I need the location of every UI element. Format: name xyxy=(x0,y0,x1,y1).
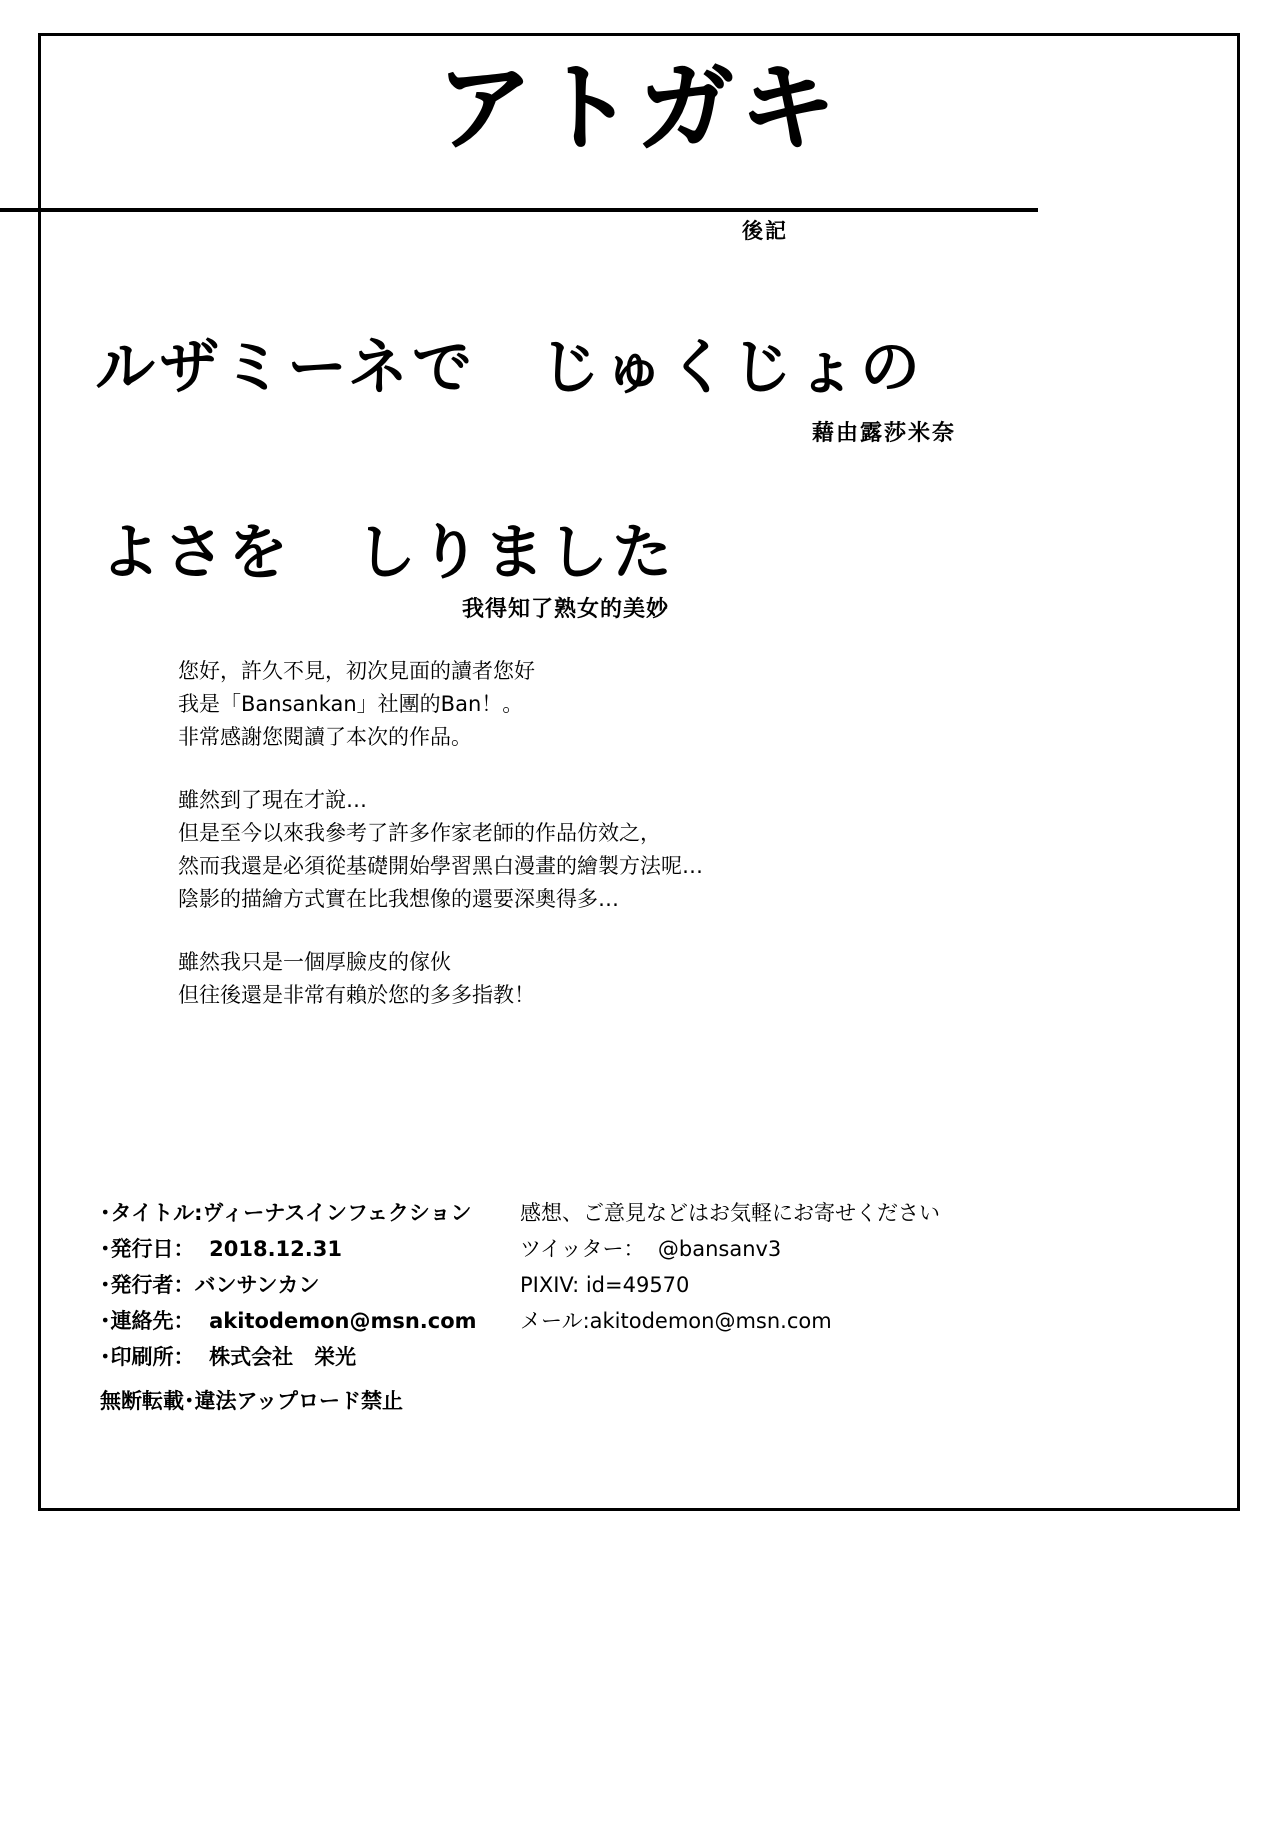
subtitle-line-2: よさを しりました xyxy=(100,518,676,588)
title-reading: 後記 xyxy=(742,219,788,243)
paragraph-line: 但往後還是非常有賴於您的多多指教！ xyxy=(178,983,535,1007)
colophon-row-publisher: ･発行者：バンサンカン xyxy=(100,1273,320,1297)
paragraph-line: 非常感謝您閱讀了本次的作品。 xyxy=(178,725,472,749)
colophon-row-contact: ･連絡先： akitodemon@msn.com xyxy=(100,1309,477,1333)
paragraph-line: 但是至今以來我參考了許多作家老師的作品仿效之， xyxy=(178,821,661,845)
colophon-row-mail: メール:akitodemon@msn.com xyxy=(520,1309,832,1333)
page-title: アトガキ xyxy=(436,52,842,164)
paragraph-line: 雖然我只是一個厚臉皮的傢伙 xyxy=(178,950,451,974)
colophon xyxy=(100,1195,1200,1375)
subtitle-line-1: ルザミーネで じゅくじょの xyxy=(95,333,924,403)
colophon-row-date: ･発行日： 2018.12.31 xyxy=(100,1237,342,1261)
paragraph-line: 雖然到了現在才說… xyxy=(178,788,367,812)
paragraph xyxy=(178,655,1058,754)
paragraph-line: 您好，許久不見，初次見面的讀者您好 xyxy=(178,659,535,683)
paragraph-line: 我是「Bansankan」社團的Ban！。 xyxy=(178,692,524,716)
colophon-row-title: ･タイトル:ヴィーナスインフェクション xyxy=(100,1201,472,1225)
colophon-row-printer: ･印刷所： 株式会社 栄光 xyxy=(100,1345,357,1369)
colophon-right-column xyxy=(520,1195,1120,1375)
colophon-row-feedback: 感想、ご意見などはお気軽にお寄せください xyxy=(520,1201,940,1225)
subtitle-line-1-reading: 藉由露莎米奈 xyxy=(812,421,957,446)
paragraph xyxy=(178,784,1058,916)
headline-block xyxy=(38,52,1240,164)
subtitle-line-2-reading: 我得知了熟女的美妙 xyxy=(462,597,670,622)
colophon-left-column xyxy=(100,1195,520,1375)
paragraph xyxy=(178,946,1058,1012)
copyright-notice: 無断転載･違法アップロード禁止 xyxy=(100,1389,404,1413)
paragraph-line: 然而我還是必須從基礎開始學習黑白漫畫的繪製方法呢… xyxy=(178,854,703,878)
colophon-row-pixiv: PIXIV: id=49570 xyxy=(520,1273,690,1297)
edge-tick-mark xyxy=(0,208,40,212)
paragraph-line: 陰影的描繪方式實在比我想像的還要深奧得多… xyxy=(178,887,619,911)
afterword-body xyxy=(178,655,1058,1012)
colophon-row-twitter: ツイッター： @bansanv3 xyxy=(520,1237,782,1261)
title-underline xyxy=(38,208,1038,212)
